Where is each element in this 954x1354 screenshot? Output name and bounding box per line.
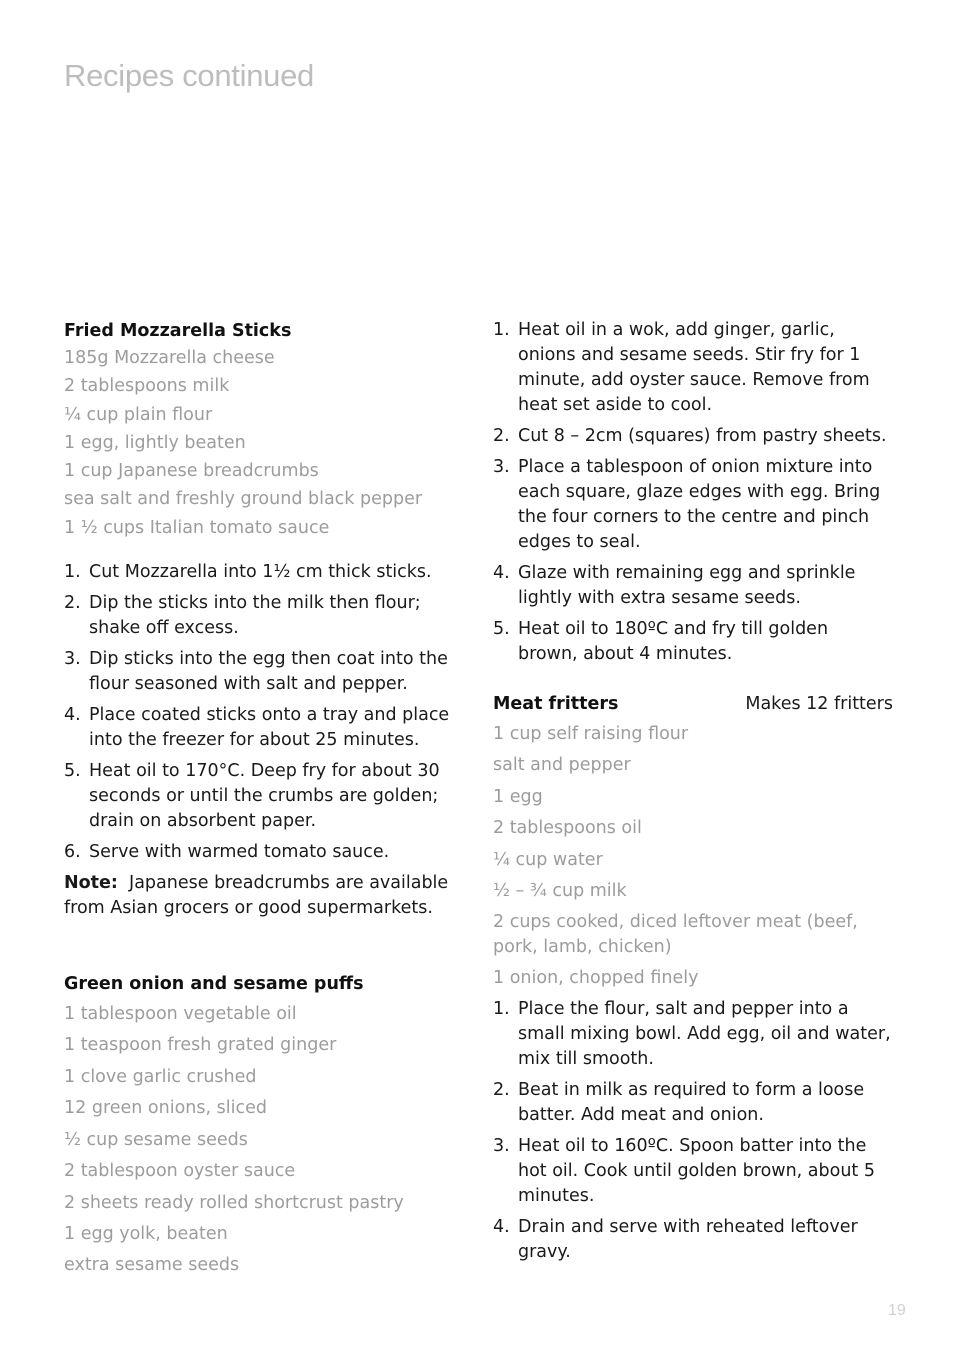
ingredient: 1 teaspoon fresh grated ginger — [64, 1035, 337, 1056]
method-step — [493, 424, 893, 449]
step-number: 1. — [64, 562, 81, 583]
method-step — [64, 560, 464, 585]
right-column — [493, 318, 893, 1271]
left-column — [64, 318, 464, 1282]
ingredient: 1 cup Japanese breadcrumbs — [64, 461, 319, 482]
method-step — [493, 561, 893, 611]
ingredient: 2 tablespoons milk — [64, 376, 230, 397]
recipe-title-puffs: Green onion and sesame puffs — [64, 974, 364, 995]
note — [64, 871, 464, 921]
ingredient: 1 egg — [493, 786, 543, 807]
step-number: 2. — [64, 593, 81, 614]
step-number: 2. — [493, 1079, 510, 1100]
method-step — [493, 1078, 893, 1128]
method-step — [493, 318, 893, 418]
step-number: 2. — [493, 426, 510, 446]
recipe-header-fritters — [493, 691, 893, 717]
ingredient: 2 sheets ready rolled shortcrust pastry — [64, 1192, 404, 1213]
ingredient: ¼ cup plain flour — [64, 404, 213, 425]
ingredient: sea salt and freshly ground black pepper — [64, 489, 423, 510]
ingredient: 1 ½ cups Italian tomato sauce — [64, 517, 330, 538]
method-step — [64, 759, 464, 834]
ingredient: 1 egg, lightly beaten — [64, 432, 246, 453]
method-step — [64, 703, 464, 753]
method-step — [64, 647, 464, 697]
method-step — [493, 1134, 893, 1209]
ingredient-list-mozzarella — [64, 344, 464, 542]
step-text: Place the flour, salt and pepper into a small mixing bowl. Add egg, oil and water, mix till smooth. — [518, 998, 891, 1069]
method-step — [493, 617, 893, 667]
ingredient: 185g Mozzarella cheese — [64, 348, 275, 368]
ingredient: 2 tablespoon oyster sauce — [64, 1161, 296, 1182]
ingredient: ½ – ¾ cup milk — [493, 881, 627, 902]
ingredient: 1 clove garlic crushed — [64, 1066, 257, 1087]
ingredient-list-fritters — [493, 719, 893, 995]
step-number: 1. — [493, 320, 510, 340]
step-text: Heat oil in a wok, add ginger, garlic, onions and sesame seeds. Stir fry for 1 minute, add oyster sauce. Remove from heat set aside to cool. — [518, 320, 870, 415]
ingredient: 12 green onions, sliced — [64, 1098, 267, 1119]
step-text: Heat oil to 160ºC. Spoon batter into the hot oil. Cook until golden brown, about 5 minutes. — [518, 1135, 875, 1206]
step-number: 5. — [493, 619, 510, 639]
ingredient: 2 cups cooked, diced leftover meat (beef, pork, lamb, chicken) — [493, 912, 858, 958]
step-number: 4. — [493, 1216, 510, 1237]
method-list-puffs — [493, 318, 893, 667]
page-number: 19 — [888, 1302, 906, 1319]
method-step — [64, 840, 464, 865]
step-text: Place coated sticks onto a tray and place into the freezer for about 25 minutes. — [89, 705, 450, 751]
step-number: 3. — [64, 649, 81, 670]
note-label: Note: — [64, 873, 118, 894]
step-number: 3. — [493, 1135, 510, 1156]
step-number: 5. — [64, 761, 81, 782]
step-text: Dip the sticks into the milk then flour; shake off excess. — [89, 593, 421, 639]
step-text: Cut 8 – 2cm (squares) from pastry sheets. — [518, 426, 887, 446]
ingredient: 1 tablespoon vegetable oil — [64, 1004, 297, 1025]
step-number: 4. — [64, 705, 81, 726]
ingredient: 2 tablespoons oil — [493, 818, 642, 839]
step-text: Heat oil to 180ºC and fry till golden brown, about 4 minutes. — [518, 619, 829, 664]
step-text: Dip sticks into the egg then coat into the flour seasoned with salt and pepper. — [89, 649, 448, 695]
ingredient-list-puffs — [64, 999, 464, 1282]
ingredient: 1 onion, chopped finely — [493, 968, 699, 989]
recipe-yield: Makes 12 fritters — [745, 694, 893, 714]
method-step — [493, 1215, 893, 1265]
recipe-title-fritters: Meat fritters — [493, 694, 619, 714]
ingredient: ¼ cup water — [493, 849, 603, 870]
ingredient: ½ cup sesame seeds — [64, 1129, 248, 1150]
step-text: Cut Mozzarella into 1½ cm thick sticks. — [89, 562, 432, 583]
method-step — [493, 455, 893, 555]
step-text: Place a tablespoon of onion mixture into each square, glaze edges with egg. Bring the four corners to the centre and pinch edges to seal. — [518, 457, 881, 552]
method-step — [64, 591, 464, 641]
step-text: Heat oil to 170°C. Deep fry for about 30 seconds or until the crumbs are golden; drain on absorbent paper. — [89, 761, 440, 832]
ingredient: 1 cup self raising flour — [493, 724, 689, 744]
note-text: Japanese breadcrumbs are available from Asian grocers or good supermarkets. — [64, 873, 449, 919]
ingredient: extra sesame seeds — [64, 1255, 240, 1276]
ingredient: 1 egg yolk, beaten — [64, 1223, 228, 1244]
step-text: Drain and serve with reheated leftover gravy. — [518, 1216, 858, 1262]
method-step — [493, 997, 893, 1072]
step-text: Glaze with remaining egg and sprinkle lightly with extra sesame seeds. — [518, 563, 856, 608]
step-number: 4. — [493, 563, 510, 583]
method-list-mozzarella — [64, 560, 464, 865]
step-text: Beat in milk as required to form a loose batter. Add meat and onion. — [518, 1079, 865, 1125]
step-number: 3. — [493, 457, 510, 477]
step-number: 6. — [64, 842, 81, 863]
step-text: Serve with warmed tomato sauce. — [89, 842, 390, 863]
method-list-fritters — [493, 997, 893, 1265]
step-number: 1. — [493, 998, 510, 1019]
recipe-title-mozzarella: Fried Mozzarella Sticks — [64, 321, 292, 341]
ingredient: salt and pepper — [493, 755, 631, 776]
page-title: Recipes continued — [64, 58, 314, 93]
